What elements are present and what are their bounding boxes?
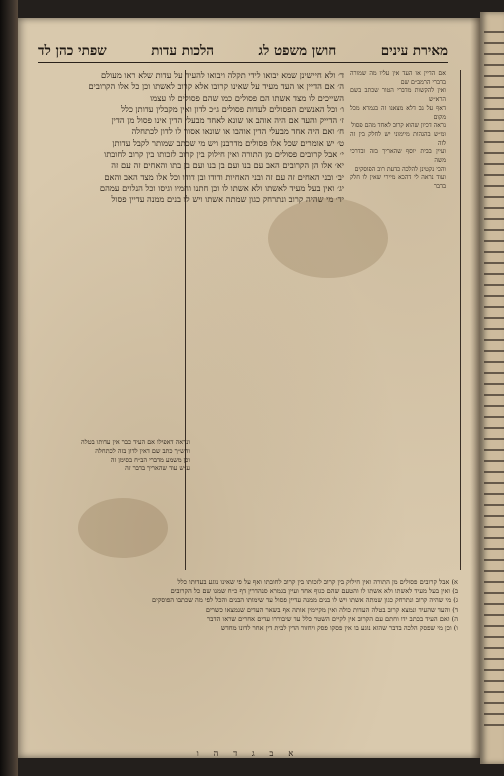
header-center-left-title: הלכות עדות (151, 43, 215, 59)
facing-page-text-lines (484, 22, 504, 735)
main-text-line: ט׳ יש אומרים שכל אלו פסולים מדרבנן ויש מי שכתב שמותר לקבל עדותן (112, 137, 344, 148)
page-footer-signature: א ב ג ד ה ו (196, 749, 300, 758)
page-stain (78, 498, 168, 558)
commentary-line: נראה דכיון שהוא קרוב לאחד מהם פסול (351, 122, 446, 130)
book-page (18, 18, 480, 758)
page-fold-shadow (470, 18, 480, 758)
main-text-line: יג׳ ואין בעל מעיד לאשתו ולא אשתו לו וכן חתנו וחמיו וגיסו וכל הנלוים עמהם (99, 182, 344, 193)
facing-page-edge (480, 12, 504, 764)
main-text-line: יב׳ ובני האחים זה עם זה ובני האחיות ודודו ובן דודו וכל אלו מצד האב והאם (104, 171, 344, 182)
main-text-line: השייכים לו מצד אשתו הם פסולים כמו שהם פסולים לו עצמו (150, 92, 344, 103)
page-header (38, 40, 448, 63)
commentary-line: ומ״ש בהגהות מיימוני יש לחלק בין זה לזה (350, 130, 446, 147)
main-text-line: ה׳ אם הדיין או העד מעיד על שאינו קרובו אלא קרוב לאשתו וכן כל אלו הקרובים (88, 81, 344, 92)
header-right-title: מאירת עינים (380, 43, 448, 59)
commentary-line: ועוד נראה לי דהכא מיירי שאין לו חלק בדבר (350, 174, 446, 191)
left-commentary-column (40, 438, 190, 473)
main-text-line: יא׳ אלו הן הקרובים האב עם בנו ועם בן בנו ועם בן בתו והאחים זה עם זה (111, 160, 344, 171)
main-text-line: ז׳ הדייק והעד אם היה אוהב או שונא לאחד מבעלי הדין אינו פסול מן הדין (111, 115, 344, 126)
book-spine-shadow (0, 0, 18, 776)
header-left-title: שפתי כהן לד (38, 43, 107, 59)
bottom-commentary-line: ד) והעד שהעיד ונמצא קרוב בטלה העדות כולה ואין מקיימין אותה אף בשאר העדים שנמצאו כשרים (205, 605, 458, 614)
main-text-line: ו׳ וכל האנשים הפסולים לעדות פסולים ג״כ לדון ואין מקבלין עדותן כלל (121, 103, 344, 114)
main-text-line: י׳ אבל קרובים פסולים מן התורה ואין חילוק בין קרוב לזכותו בין קרוב לחובתו (104, 149, 344, 160)
header-center-right-title: חושן משפט לג (258, 43, 337, 59)
bottom-commentary-line: ו) וכן מי שפסק הלכה בדבר שהוא נוגע בו אין פסקו פסק ויחזור הדין לבית דין אחר לדונו מחדש (220, 624, 458, 633)
side-commentary-column (350, 70, 446, 192)
bottom-commentary-line: א) אבל קרובים פסולים מן התורה ואין חילוק בין קרוב לזכותו בין קרוב לחובתו ואף על פי שאינו נוגע בעדותו כלל (177, 578, 458, 586)
column-divider (460, 70, 461, 570)
page-stain (268, 198, 388, 278)
bottom-commentary-line: ה) ואם העיד בכתב ידו וחתם עם הקרוב אין לקיים השטר כלל עד שיבוררו עדים אחרים שראו הדבר (207, 614, 458, 623)
main-text-column (60, 70, 344, 206)
main-text-line: יד׳ מי שהיה קרוב ונתרחק כגון שמתה אשתו ויש לו בנים ממנה עדיין פסול (111, 194, 344, 205)
commentary-line: דאף על גב דלא מצאנו זה בגמרא מכל מקום (350, 104, 446, 121)
commentary-line: אם הדיין או העד אין עליו מה שמורה בדברי הרמב״ם שם (350, 70, 446, 86)
bottom-commentary-line: ב) ואין בעל מעיד לאשתו ולא אשתו לו והטעם שהם כגוף אחד ועיין בגמרא סנהדרין דף כ״ח שמנו שם כל הקרובים (170, 587, 458, 596)
bottom-commentary-line: ג) מי שהיה קרוב ונתרחק כגון שמתה אשתו ויש לו בנים ממנה עדיין פסול עד שימותו הבנים והכל לפי מה שכתבו הפוסקים (152, 596, 458, 605)
bottom-commentary (40, 578, 458, 633)
commentary-line: והכי נקטינן להלכה כדעת רוב הפוסקים (354, 165, 446, 173)
main-text-line: ח׳ ואם היה אחד מבעלי הדין אוהבו או שונאו אסור לו לדון לכתחלה (131, 126, 344, 137)
commentary-line: ע״ש עוד שהאריך בדבר זה (125, 464, 190, 473)
commentary-line: וכן משמע מדברי הב״ח בסימן זה (110, 455, 190, 464)
commentary-line: והש״ך כתב שם דאין לדון בזה לכתחלה (95, 446, 190, 455)
commentary-line: ואין להקשות מדברי הטור שכתב בשם הרא״ש (350, 87, 446, 104)
commentary-line: ונראה דאפילו אם העיד כבר אין עדותו בטלה (81, 438, 190, 446)
commentary-line: ועיין בבית יוסף שהאריך בזה ובדרכי משה (350, 148, 446, 165)
main-text-line: ד׳ ולא חיישינן שמא יבואו לידי תקלה ויבואו להעיד על עדות שלא ראו מעולם (100, 70, 344, 80)
